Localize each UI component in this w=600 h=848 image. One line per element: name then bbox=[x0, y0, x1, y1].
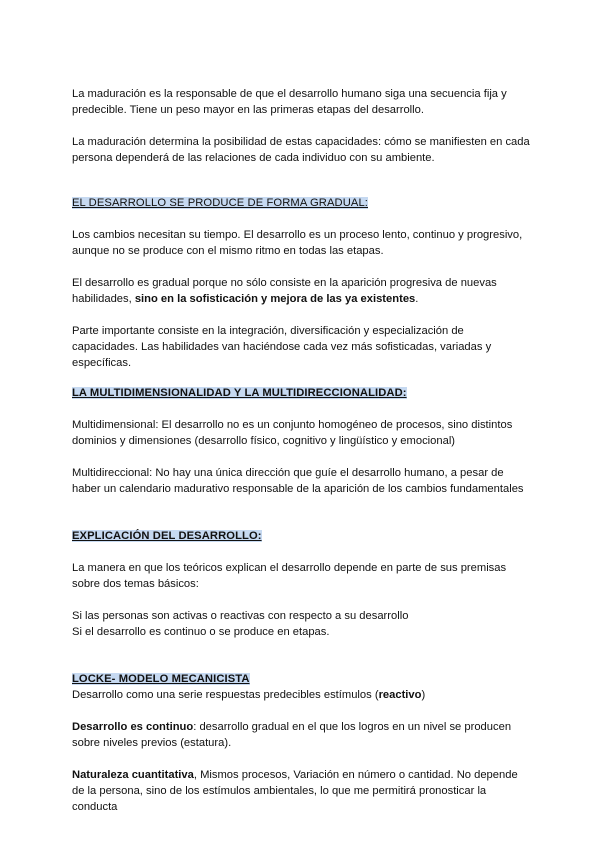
section-heading-locke-wrap bbox=[72, 671, 532, 687]
section-heading-gradual-wrap bbox=[72, 195, 532, 211]
section-heading-multidimensionalidad: LA MULTIDIMENSIONALIDAD Y LA MULTIDIRECCIONALIDAD: bbox=[72, 387, 407, 399]
list-line-continuo: Si el desarrollo es continuo o se produce en etapas. bbox=[72, 626, 330, 638]
paragraph-respuestas-estimulos bbox=[72, 687, 532, 703]
section-heading-multi-wrap bbox=[72, 385, 532, 401]
paragraph-teoricos: La manera en que los teóricos explican el desarrollo depende en parte de sus premisas sobre dos temas básicos: bbox=[72, 562, 507, 590]
paragraph-text: , Mismos procesos, Variación en número o cantidad. No depende de la persona, sino de los estímulos ambientales, lo que me permitirá pronosticar la conducta bbox=[72, 769, 518, 813]
bold-text: reactivo bbox=[378, 689, 422, 701]
paragraph-maduracion-capacidades: La maduración determina la posibilidad de estas capacidades: cómo se manifiesten en cada persona dependerá de las relaciones de cada individuo con su ambiente. bbox=[72, 136, 530, 164]
paragraph-multidireccional: Multidireccional: No hay una única dirección que guíe el desarrollo humano, a pesar de haber un calendario madurativo responsable de la aparición de los cambios fundamentales bbox=[72, 467, 524, 495]
paragraph-multidimensional: Multidimensional: El desarrollo no es un conjunto homogéneo de procesos, sino distintos dominios y dimensiones (desarrollo físico, cognitivo y lingüístico y emocional) bbox=[72, 419, 513, 447]
paragraph-text: ) bbox=[421, 689, 426, 701]
paragraph-naturaleza-cuantitativa bbox=[72, 767, 532, 815]
paragraph-text: : desarrollo gradual en el que los logros en un nivel se producen sobre niveles previos (estatura). bbox=[72, 721, 512, 749]
bold-text: Naturaleza cuantitativa bbox=[72, 769, 194, 781]
bold-text: Desarrollo es continuo bbox=[72, 721, 194, 733]
paragraph-desarrollo-continuo bbox=[72, 719, 532, 751]
paragraph-temas-basicos bbox=[72, 608, 532, 640]
paragraph-integracion: Parte importante consiste en la integración, diversificación y especialización de capacidades. Las habilidades van haciéndose cada vez más sofisticadas, variadas y específicas. bbox=[72, 325, 492, 369]
section-heading-explicacion-wrap bbox=[72, 528, 532, 544]
section-heading-locke: LOCKE- MODELO MECANICISTA bbox=[72, 673, 250, 685]
section-heading-explicacion: EXPLICACIÓN DEL DESARROLLO: bbox=[72, 530, 262, 542]
section-heading-gradual: EL DESARROLLO SE PRODUCE DE FORMA GRADUAL: bbox=[72, 197, 368, 209]
paragraph-text: El desarrollo es gradual porque no sólo consiste en la aparición progresiva de nuevas habilidades, bbox=[72, 277, 497, 305]
paragraph-text: Desarrollo como una serie respuestas predecibles estímulos ( bbox=[72, 689, 379, 701]
document-body bbox=[72, 86, 532, 815]
paragraph-text: . bbox=[415, 293, 419, 305]
bold-text: sino en la sofisticación y mejora de las ya existentes bbox=[134, 293, 416, 305]
list-line-activas: Si las personas son activas o reactivas con respecto a su desarrollo bbox=[72, 610, 409, 622]
paragraph-desarrollo-gradual bbox=[72, 275, 532, 307]
paragraph-cambios-tiempo: Los cambios necesitan su tiempo. El desarrollo es un proceso lento, continuo y progresivo, aunque no se produce con el mismo ritmo en todas las etapas. bbox=[72, 229, 523, 257]
paragraph-maduracion-secuencia: La maduración es la responsable de que el desarrollo humano siga una secuencia fija y predecible. Tiene un peso mayor en las primeras etapas del desarrollo. bbox=[72, 88, 507, 116]
